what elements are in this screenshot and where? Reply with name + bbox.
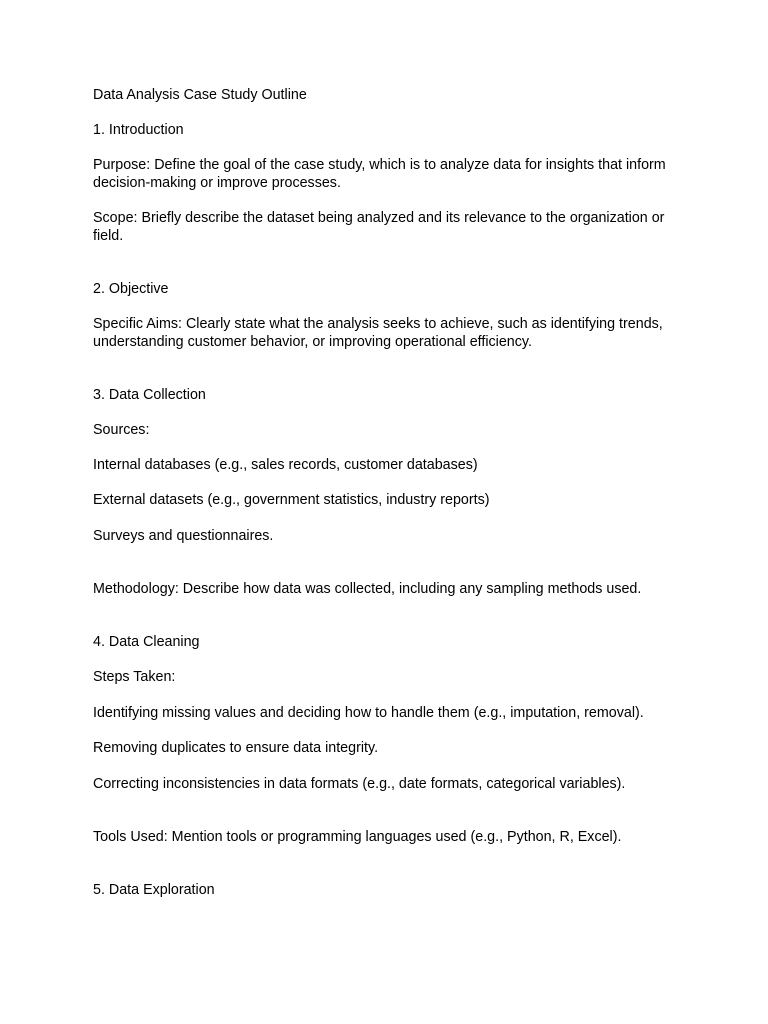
list-item-removing-duplicates: Removing duplicates to ensure data integrity.: [93, 740, 379, 756]
paragraph-sources: Sources:: [93, 422, 150, 438]
section-heading-data-collection: 3. Data Collection: [93, 387, 206, 403]
section-heading-objective: 2. Objective: [93, 281, 169, 297]
list-item-correcting-inconsistencies: Correcting inconsistencies in data formats (e.g., date formats, categorical variables).: [93, 776, 626, 792]
list-item-external-datasets: External datasets (e.g., government statistics, industry reports): [93, 492, 490, 508]
paragraph-specific-aims: Specific Aims: Clearly state what the analysis seeks to achieve, such as identifying trends, understanding customer behavior, or improving operational efficiency.: [93, 316, 663, 350]
paragraph-scope: Scope: Briefly describe the dataset being analyzed and its relevance to the organization or field.: [93, 210, 665, 244]
paragraph-steps-taken: Steps Taken:: [93, 669, 176, 685]
section-heading-data-exploration: 5. Data Exploration: [93, 882, 215, 898]
section-heading-data-cleaning: 4. Data Cleaning: [93, 634, 200, 650]
list-item-internal-databases: Internal databases (e.g., sales records, customer databases): [93, 457, 478, 473]
document-title: Data Analysis Case Study Outline: [93, 87, 307, 103]
list-item-missing-values: Identifying missing values and deciding how to handle them (e.g., imputation, removal).: [93, 705, 644, 721]
section-heading-introduction: 1. Introduction: [93, 122, 184, 138]
paragraph-purpose: Purpose: Define the goal of the case study, which is to analyze data for insights that inform decision-making or improve processes.: [93, 157, 666, 191]
paragraph-tools-used: Tools Used: Mention tools or programming languages used (e.g., Python, R, Excel).: [93, 829, 622, 845]
list-item-surveys: Surveys and questionnaires.: [93, 528, 274, 544]
paragraph-methodology: Methodology: Describe how data was collected, including any sampling methods used.: [93, 581, 642, 597]
